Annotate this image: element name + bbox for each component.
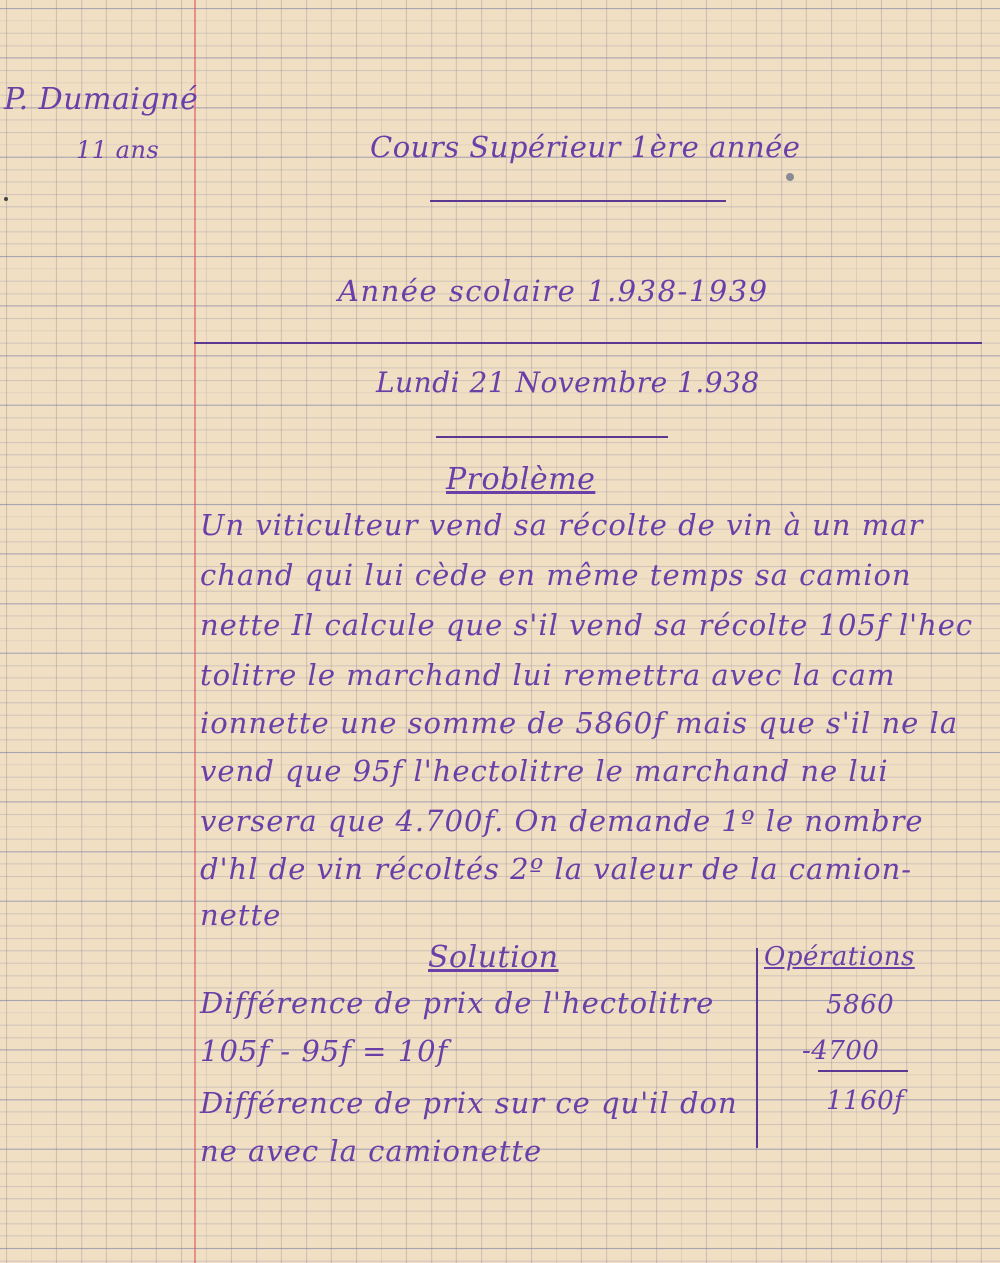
full-rule bbox=[194, 342, 982, 344]
problem-title: Problème bbox=[446, 462, 596, 497]
student-name: P. Dumaigné bbox=[4, 82, 199, 117]
paper-spot bbox=[786, 173, 794, 181]
problem-line: nette bbox=[200, 898, 282, 932]
solution-title: Solution bbox=[428, 940, 559, 975]
problem-line: chand qui lui cède en même temps sa camion bbox=[200, 558, 912, 592]
problem-line: tolitre le marchand lui remettra avec la cam bbox=[200, 658, 896, 692]
operation-subtrahend: -4700 bbox=[802, 1036, 880, 1066]
student-age: 11 ans bbox=[76, 136, 160, 164]
problem-line: nette Il calcule que s'il vend sa récolte 105f l'hec bbox=[200, 608, 974, 642]
problem-line: vend que 95f l'hectolitre le marchand ne lui bbox=[200, 754, 889, 788]
heading-underline bbox=[430, 200, 726, 202]
problem-line: Un viticulteur vend sa récolte de vin à un mar bbox=[200, 508, 924, 542]
column-divider bbox=[756, 948, 758, 1148]
date-underline bbox=[436, 436, 668, 438]
operation-minuend: 5860 bbox=[826, 990, 895, 1020]
operations-title: Opérations bbox=[764, 942, 915, 972]
solution-line: Différence de prix sur ce qu'il don bbox=[200, 1086, 738, 1120]
margin-line bbox=[194, 0, 196, 1263]
lesson-date: Lundi 21 Novembre 1.938 bbox=[376, 366, 760, 399]
solution-line: Différence de prix de l'hectolitre bbox=[200, 986, 715, 1020]
problem-line: d'hl de vin récoltés 2º la valeur de la camion- bbox=[200, 852, 913, 886]
school-year: Année scolaire 1.938-1939 bbox=[338, 274, 769, 308]
operation-underline bbox=[818, 1070, 908, 1072]
solution-line: 105f - 95f = 10f bbox=[200, 1034, 449, 1068]
course-heading: Cours Supérieur 1ère année bbox=[370, 130, 801, 164]
problem-line: ionnette une somme de 5860f mais que s'il ne la bbox=[200, 706, 959, 740]
solution-line: ne avec la camionette bbox=[200, 1134, 543, 1168]
problem-line: versera que 4.700f. On demande 1º le nombre bbox=[200, 804, 924, 838]
ink-dot bbox=[4, 197, 8, 201]
operation-result: 1160f bbox=[826, 1086, 905, 1116]
